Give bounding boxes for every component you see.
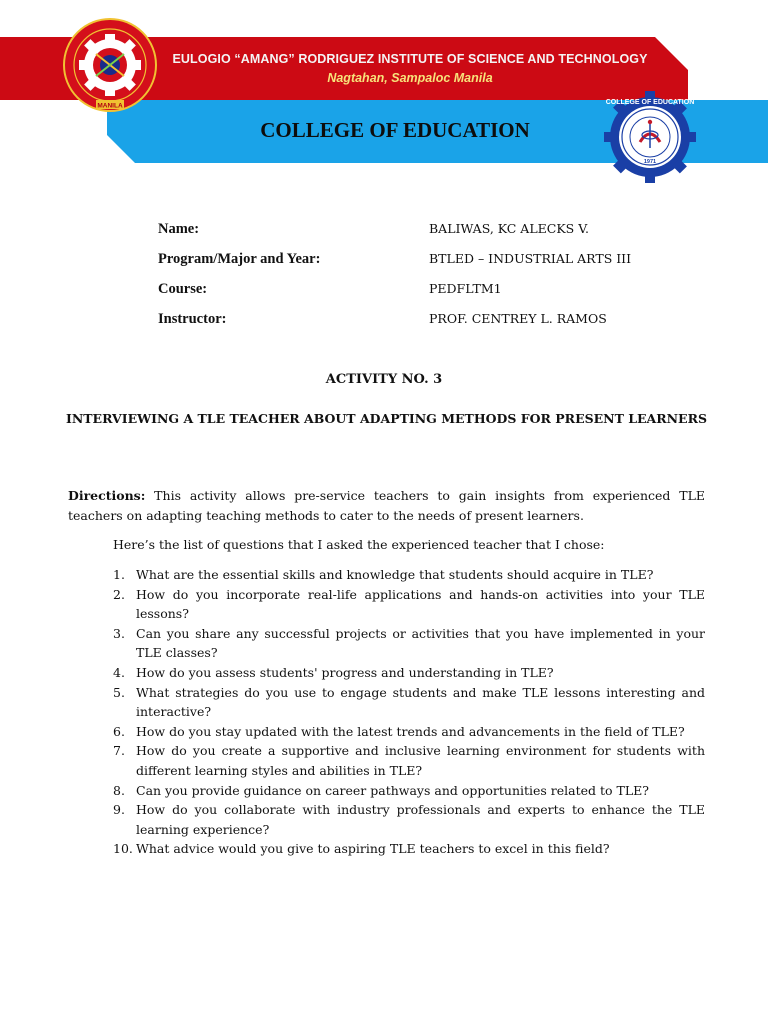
- list-item: [113, 800, 705, 839]
- question-text: Can you provide guidance on career pathways and opportunities related to TLE?: [136, 782, 650, 798]
- info-value: PROF. CENTREY L. RAMOS: [429, 311, 607, 326]
- directions-label: Directions:: [68, 488, 146, 503]
- info-label: Program/Major and Year:: [158, 251, 321, 267]
- activity-title: INTERVIEWING A TLE TEACHER ABOUT ADAPTING METHODS FOR PRESENT LEARNERS: [65, 411, 707, 426]
- question-text: How do you create a supportive and inclusive learning environment for students with different learning styles and abilities in TLE?: [136, 743, 705, 778]
- question-number: 8.: [113, 782, 125, 798]
- info-label: Name:: [158, 221, 200, 237]
- directions-text: This activity allows pre-service teachers to gain insights from experienced TLE teachers on adapting teaching methods to cater to the needs of present learners.: [68, 488, 705, 523]
- info-row-name: [158, 221, 678, 251]
- info-row-course: [158, 281, 678, 311]
- question-text: Can you share any successful projects or activities that you have implemented in your TLE classes?: [136, 625, 705, 661]
- info-value: BALIWAS, KC ALECKS V.: [429, 221, 590, 236]
- question-text: What advice would you give to aspiring TLE teachers to excel in this field?: [136, 841, 610, 857]
- question-number: 7.: [113, 743, 125, 759]
- list-item: [113, 585, 705, 624]
- list-item: [113, 663, 705, 683]
- list-item: [113, 722, 705, 742]
- questions-intro: Here’s the list of questions that I asked the experienced teacher that I chose:: [113, 537, 605, 552]
- questions-list: [113, 565, 705, 859]
- info-row-program: [158, 251, 678, 281]
- question-text: How do you collaborate with industry professionals and experts to enhance the TLE learning experience?: [136, 802, 705, 837]
- right-seal-year: 1971: [643, 159, 657, 165]
- question-number: 1.: [113, 567, 125, 582]
- question-text: What are the essential skills and knowledge that students should acquire in TLE?: [136, 567, 654, 582]
- info-value: BTLED – INDUSTRIAL ARTS III: [429, 251, 632, 266]
- question-number: 10.: [113, 841, 133, 857]
- list-item: [113, 741, 705, 780]
- institute-seal-logo: [60, 18, 160, 113]
- list-item: [113, 781, 705, 801]
- right-seal-label: COLLEGE OF EDUCATION: [605, 99, 695, 106]
- question-number: 3.: [113, 625, 125, 641]
- institute-name: EULOGIO “AMANG” RODRIGUEZ INSTITUTE OF SCIENCE AND TECHNOLOGY: [172, 52, 648, 66]
- institute-location: Nagtahan, Sampaloc Manila: [327, 71, 493, 85]
- question-text: How do you assess students' progress and understanding in TLE?: [136, 664, 554, 680]
- list-item: [113, 839, 705, 859]
- college-seal-logo: [596, 90, 704, 185]
- question-number: 9.: [113, 802, 125, 818]
- info-value: PEDFLTM1: [429, 281, 502, 296]
- left-seal-label: MANILA: [97, 102, 123, 110]
- college-title: COLLEGE OF EDUCATION: [260, 118, 530, 142]
- question-number: 4.: [113, 664, 125, 680]
- info-label: Instructor:: [158, 311, 227, 327]
- directions-paragraph: [68, 486, 705, 526]
- question-number: 5.: [113, 684, 125, 700]
- question-text: How do you stay updated with the latest trends and advancements in the field of TLE?: [136, 723, 685, 739]
- activity-number: ACTIVITY NO. 3: [325, 372, 443, 387]
- question-number: 2.: [113, 586, 125, 602]
- list-item: [113, 624, 705, 663]
- question-text: What strategies do you use to engage students and make TLE lessons interesting and interactive?: [136, 684, 705, 720]
- info-label: Course:: [158, 281, 208, 297]
- student-info: [158, 221, 678, 341]
- list-item: [113, 683, 705, 722]
- list-item: [113, 565, 705, 585]
- info-row-instructor: [158, 311, 678, 341]
- question-number: 6.: [113, 723, 125, 739]
- question-text: How do you incorporate real-life applications and hands-on activities into your TLE lessons?: [136, 586, 705, 622]
